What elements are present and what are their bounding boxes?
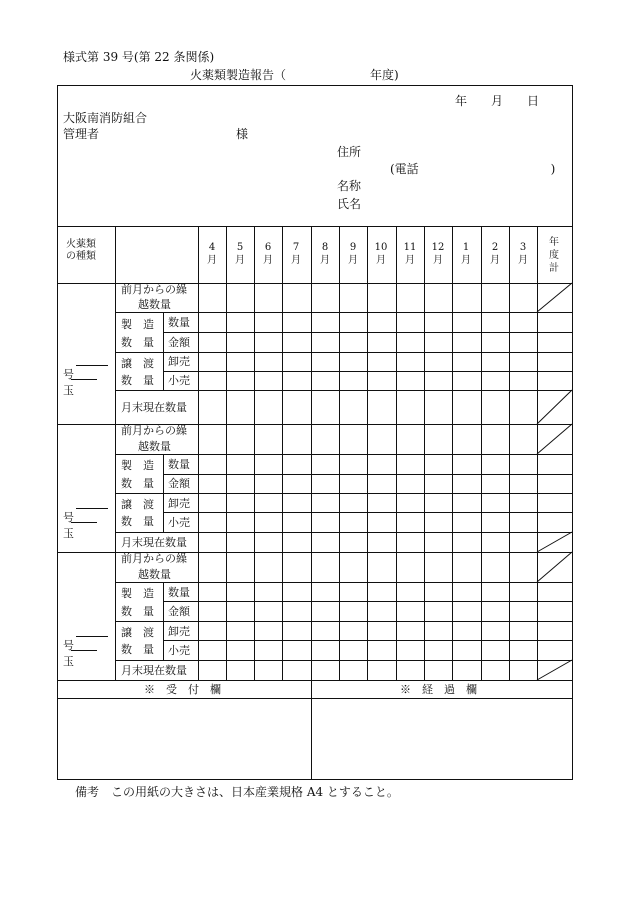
month-end-label: 月末現在数量: [121, 401, 187, 414]
month-header: [509, 241, 537, 267]
month-header: [339, 241, 367, 267]
month-unit: 月: [207, 255, 217, 266]
month-header: [396, 241, 424, 267]
carry-label: 前月からの繰: [121, 424, 187, 437]
month-number: 11: [403, 242, 417, 253]
month-header: [481, 241, 509, 267]
month-unit: 月: [320, 255, 330, 266]
month-header: [198, 241, 226, 267]
transfer-label-cont: 数 量: [121, 643, 154, 656]
amount-label: 金額: [168, 336, 190, 349]
month-end-label: 月末現在数量: [121, 664, 187, 677]
footnote: 備考 この用紙の大きさは、日本産業規格 A4 とすること。: [75, 785, 399, 799]
quantity-label: 数量: [168, 316, 190, 329]
reception-header: ※ 受 付 欄: [144, 683, 221, 696]
kind-tama: 玉: [63, 655, 74, 668]
person-label: 氏名: [337, 197, 362, 211]
month-number: 6: [264, 242, 272, 253]
report-date: 年 月 日: [455, 94, 540, 108]
month-number: 9: [349, 242, 357, 253]
kind-header: 火薬類 の種類: [66, 239, 96, 262]
month-number: 3: [519, 242, 527, 253]
year-total-header: 年 度 計: [549, 237, 559, 274]
addressee-org: 大阪南消防組合: [63, 111, 148, 125]
manufacture-label-cont: 数 量: [121, 477, 154, 490]
month-number: 4: [208, 242, 216, 253]
month-number: 1: [462, 242, 470, 253]
month-header: [254, 241, 282, 267]
month-unit: 月: [291, 255, 301, 266]
retail-label: 小売: [168, 644, 190, 657]
manufacture-label: 製 造: [121, 587, 154, 600]
month-number: 10: [374, 242, 388, 253]
month-number: 7: [292, 242, 300, 253]
month-header: [226, 241, 254, 267]
manufacture-label-cont: 数 量: [121, 336, 154, 349]
name-label: 名称: [337, 179, 362, 193]
transfer-label: 譲 渡: [121, 357, 154, 370]
month-unit: 月: [518, 255, 528, 266]
month-number: 12: [431, 242, 445, 253]
carry-label-cont: 越数量: [138, 568, 171, 581]
carry-label-cont: 越数量: [138, 440, 171, 453]
carry-label: 前月からの繰: [121, 552, 187, 565]
carry-label-cont: 越数量: [138, 298, 171, 311]
month-header: [311, 241, 339, 267]
wholesale-label: 卸売: [168, 497, 190, 510]
honorific: 様: [236, 127, 249, 141]
form-number: 様式第 39 号(第 22 条関係): [63, 50, 215, 64]
quantity-label: 数量: [168, 586, 190, 599]
transfer-label: 譲 渡: [121, 498, 154, 511]
month-unit: 月: [376, 255, 386, 266]
kind-tama: 玉: [63, 384, 74, 397]
month-unit: 月: [235, 255, 245, 266]
month-unit: 月: [461, 255, 471, 266]
retail-label: 小売: [168, 516, 190, 529]
month-number: 8: [321, 242, 329, 253]
kind-go: 号: [63, 639, 74, 652]
transfer-label-cont: 数 量: [121, 515, 154, 528]
kind-go: 号: [63, 368, 74, 381]
addressee-person: 管理者: [63, 127, 100, 141]
form-title: 火薬類製造報告（ 年度): [190, 68, 399, 82]
kind-tama: 玉: [63, 527, 74, 540]
transfer-label: 譲 渡: [121, 626, 154, 639]
kind-go: 号: [63, 511, 74, 524]
carry-label: 前月からの繰: [121, 283, 187, 296]
month-unit: 月: [348, 255, 358, 266]
transfer-label-cont: 数 量: [121, 374, 154, 387]
progress-header: ※ 経 過 欄: [400, 683, 477, 696]
retail-label: 小売: [168, 374, 190, 387]
wholesale-label: 卸売: [168, 355, 190, 368]
month-header: [424, 241, 452, 267]
quantity-label: 数量: [168, 458, 190, 471]
amount-label: 金額: [168, 477, 190, 490]
amount-label: 金額: [168, 605, 190, 618]
month-unit: 月: [490, 255, 500, 266]
manufacture-label: 製 造: [121, 318, 154, 331]
month-header: [282, 241, 310, 267]
address-label: 住所: [337, 145, 362, 159]
month-unit: 月: [405, 255, 415, 266]
manufacture-label: 製 造: [121, 459, 154, 472]
phone-label: (電話 ): [390, 162, 556, 176]
month-number: 2: [491, 242, 499, 253]
month-header: [452, 241, 480, 267]
manufacture-label-cont: 数 量: [121, 605, 154, 618]
wholesale-label: 卸売: [168, 625, 190, 638]
month-header: [367, 241, 395, 267]
month-unit: 月: [263, 255, 273, 266]
month-end-label: 月末現在数量: [121, 536, 187, 549]
month-unit: 月: [433, 255, 443, 266]
month-number: 5: [236, 242, 244, 253]
